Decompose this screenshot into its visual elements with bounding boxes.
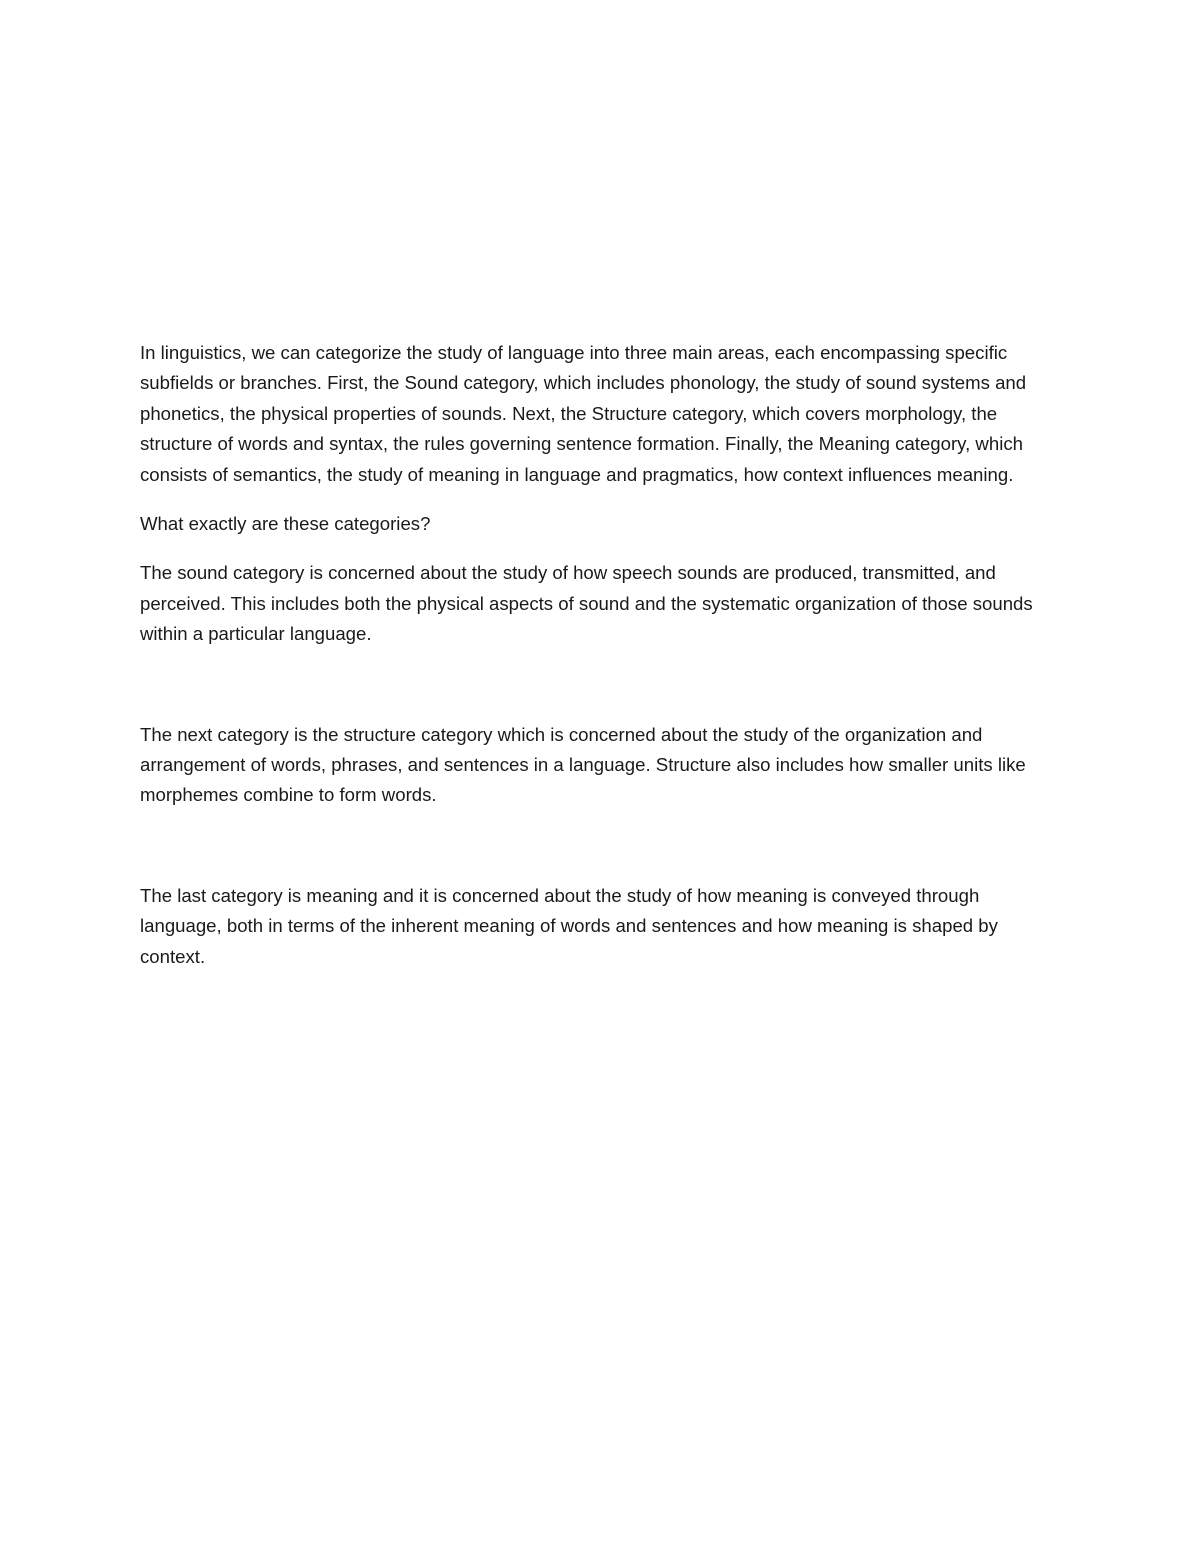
- document-body: [140, 338, 1065, 972]
- paragraph-sound-category: The sound category is concerned about the study of how speech sounds are produced, transmitted, and perceived. This includes both the physical aspects of sound and the systematic organization of those sounds within a particular language.: [140, 562, 1033, 645]
- paragraph-meaning-category: The last category is meaning and it is concerned about the study of how meaning is conveyed through language, both in terms of the inherent meaning of words and sentences and how meaning is shaped by context.: [140, 884, 998, 967]
- paragraph-structure-category: The next category is the structure category which is concerned about the study of the organization and arrangement of words, phrases, and sentences in a language. Structure also includes how smaller units like morphemes combine to form words.: [140, 723, 1026, 806]
- paragraph-question: What exactly are these categories?: [140, 513, 431, 535]
- paragraph-intro: In linguistics, we can categorize the study of language into three main areas, each encompassing specific subfields or branches. First, the Sound category, which includes phonology, the study of sound systems and phonetics, the physical properties of sounds. Next, the Structure category, which covers morphology, the structure of words and syntax, the rules governing sentence formation. Finally, the Meaning category, which consists of semantics, the study of meaning in language and pragmatics, how context influences meaning.: [140, 342, 1027, 485]
